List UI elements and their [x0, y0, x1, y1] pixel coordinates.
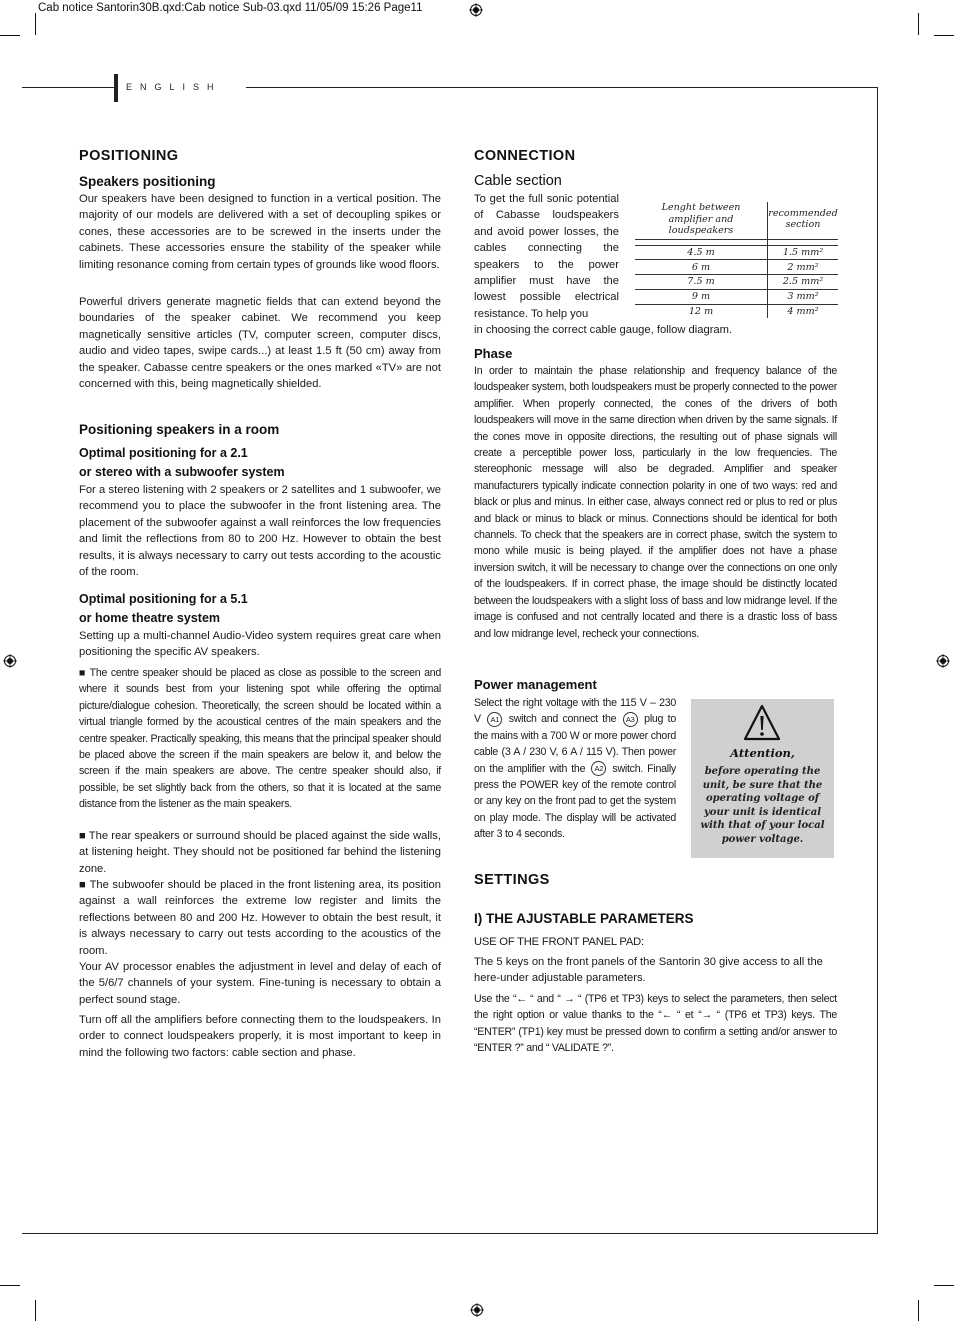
- stereo-paragraph: For a stereo listening with 2 speakers or 2 satellites and 1 subwoofer, we recommend you to place the subwoofer in the front listening area. The placement of the subwoofer against a wall reinforces the low frequencies and limit the reflections from 80 to 200 Hz. However to obtain the best results, it is always necessary to carry out tests according to the acoustic of the room.: [79, 484, 441, 579]
- phase-paragraph: In order to maintain the phase relationship and frequency balance of the loudspeaker system, both loudspeakers must be properly connected to the power amplifier. When properly connected, the cones of the drivers of both loudspeakers will move in the same direction when driven by the same signals. If the cones move in opposite directions, the resulting out of phase signals will create a perceptible power loss, particularly in the low frequencies. The stereophonic message will also be degraded. Amplifier and speaker manufacturers typically indicate connection polarity in one of two ways: red and black or plus and minus. In either case, always connect red or plus to red or plus and black or minus to black or minus. Connections should be identical for both channels. To check that the speakers are in correct phase, switch the system to mono while music is being played. if the amplifier does not have a phase inversion switch, it will be necessary to change over the connections on one only of the loudspeakers. If in correct phase, the image should be distinctly located between the loudspeakers with a slight loss of bass and low midrange level. If the image is confused and not centrally located and there is a drastic loss of bass and low midrange level, recheck your connections.: [474, 365, 837, 640]
- settings-title: SETTINGS: [474, 872, 550, 888]
- speakers-positioning-heading: Speakers positioning: [79, 174, 216, 189]
- theatre-paragraph-4: ■ The subwoofer should be placed in the front listening area, its position against a wall reinforces the extreme low register and limits the reflections between 80 and 200 Hz. However to obtain the best result, it is always necessary to carry out tests according to the acoustics of the room.: [79, 879, 441, 957]
- warning-title: Attention,: [730, 746, 795, 760]
- crop-mark: [934, 1285, 954, 1286]
- theatre-heading-line1: Optimal positioning for a 5.1: [79, 592, 248, 606]
- adjustable-parameters-heading: I) THE AJUSTABLE PARAMETERS: [474, 911, 694, 926]
- section-column-header: recommended section: [768, 202, 839, 239]
- header-rule-left: [22, 87, 114, 88]
- table-row: 6 m 2 mm²: [635, 260, 838, 275]
- phase-heading: Phase: [474, 346, 513, 361]
- table-row: 4.5 m 1.5 mm²: [635, 245, 838, 260]
- a2-badge: A2: [591, 761, 606, 776]
- theatre-paragraph-3: ■ The rear speakers or surround should be placed against the side walls, at listening height. They should not be positioned far behind the listening zone.: [79, 830, 441, 875]
- left-arrow-icon: ←: [516, 993, 527, 1005]
- stereo-heading-line2: or stereo with a subwoofer system: [79, 465, 285, 479]
- print-slug: Cab notice Santorin30B.qxd:Cab notice Sub-03.qxd 11/05/09 15:26 Page11: [38, 2, 423, 14]
- registration-mark-icon: [936, 654, 950, 668]
- language-label: ENGLISH: [126, 82, 222, 92]
- a1-badge: A1: [487, 712, 502, 727]
- registration-mark-icon: [470, 1303, 484, 1317]
- theatre-paragraph-5: Your AV processor enables the adjustment in level and delay of each of the 5/6/7 channels of your system. Fine-tuning is necessary to obtain a perfect sound stage.: [79, 961, 441, 1006]
- connection-title: CONNECTION: [474, 148, 576, 164]
- length-column-header: Lenght between amplifier and loudspeakers: [635, 202, 768, 239]
- frame-right-border: [877, 87, 878, 1233]
- registration-mark-icon: [3, 654, 17, 668]
- a3-badge: A3: [623, 712, 638, 727]
- frame-bottom-border: [22, 1233, 878, 1234]
- theatre-heading-line2: or home theatre system: [79, 611, 221, 625]
- settings-paragraph-1: The 5 keys on the front panels of the Santorin 30 give access to all the here-under adjustable parameters.: [474, 956, 823, 985]
- cable-paragraph-end: in choosing the correct cable gauge, follow diagram.: [474, 324, 733, 336]
- right-arrow-icon: →: [701, 1009, 712, 1022]
- table-header-row: [635, 202, 838, 239]
- cable-section-heading: Cable section: [474, 173, 562, 189]
- header-tab-bar: [114, 74, 118, 102]
- warning-text: before operating the unit, be sure that the operating voltage of your unit is identical with that of your local power voltage.: [700, 766, 825, 845]
- voltage-warning-box: [691, 699, 834, 858]
- crop-mark: [0, 1285, 20, 1286]
- speakers-paragraph-2: Powerful drivers generate magnetic fields that can extend beyond the boundaries of the speaker cabinet. We recommend you keep magnetically sensitive articles (TV, computer screen, computer discs, audio and video tapes, swipe cards...) at least 1.5 ft (50 cm) away from the speaker. Cabasse centre speakers or the ones marked «TV» are not concerned with this, being magnetically shielded.: [79, 296, 441, 391]
- crop-mark: [0, 35, 20, 36]
- crop-mark: [35, 13, 36, 35]
- cable-gauge-table: [635, 202, 838, 318]
- power-paragraph: Select the right voltage with the 115 V – 230 V A1 switch and connect the A3 plug to the mains with a 700 W or more power chord cable (3 A / 230 V, 6 A / 115 V). Then power on the amplifier with the A2 switch. Finally press the POWER key of the remote control or any key on the front pad to get the system on play mode. The display will be activated after 3 to 4 seconds.: [474, 697, 676, 841]
- crop-mark: [934, 35, 954, 36]
- table-row: 9 m 3 mm²: [635, 289, 838, 304]
- crop-mark: [918, 1300, 919, 1321]
- theatre-paragraph-1: Setting up a multi-channel Audio-Video system requires great care when positioning the specific AV speakers.: [79, 630, 441, 659]
- crop-mark: [35, 1300, 36, 1321]
- header-rule-right: [246, 87, 878, 88]
- front-panel-pad-label: USE OF THE FRONT PANEL PAD:: [474, 936, 644, 948]
- theatre-paragraph-2: ■ The centre speaker should be placed as close as possible to the screen and where it sounds best from your listening spot while offering the optimal picture/dialogue cohesion. Theoretically, the screen should be located within a virtual triangle formed by the acoustical centres of the main speakers and the centre speaker. Practically speaking, this means that the principal speaker should be placed above the screen if the main speakers are below it, and below the screen if the main speakers are above. The centre speaker should also, if possible, be set slightly back from the others, so that it is located at the same distance from the listener as the main speakers.: [79, 667, 441, 811]
- power-management-heading: Power management: [474, 677, 597, 692]
- room-positioning-heading: Positioning speakers in a room: [79, 422, 280, 437]
- stereo-heading-line1: Optimal positioning for a 2.1: [79, 446, 248, 460]
- registration-mark-icon: [469, 3, 483, 17]
- speakers-paragraph-1: Our speakers have been designed to function in a vertical position. The majority of our models are delivered with a set of decoupling spikes or cones, these accessories are to be screwed in the inserts under the cabinets. These accessories ensure the stability of the speaker while limiting resonance coming from certain types of grounds like wood floors.: [79, 193, 441, 271]
- right-arrow-icon: →: [564, 993, 575, 1005]
- table-row: 7.5 m 2.5 mm²: [635, 275, 838, 290]
- theatre-paragraph-6: Turn off all the amplifiers before connecting them to the loudspeakers. In order to connect loudspeakers properly, it is most important to keep in mind the following two factors: cable section and phase.: [79, 1014, 441, 1059]
- crop-mark: [918, 13, 919, 35]
- settings-paragraph-2: Use the “← “ and “ → “ (TP6 et TP3) keys to select the parameters, then select the right option or value thanks to the “← “ et “→ “ (TP6 et TP3) keys. The “ENTER” (TP1) key must be pressed down to confirm a setting and/or answer to “ENTER ?” and “ VALIDATE ?”.: [474, 993, 837, 1055]
- table-row: 12 m 4 mm²: [635, 304, 838, 318]
- warning-triangle-icon: [742, 703, 782, 743]
- cable-paragraph: To get the full sonic potential of Cabasse loudspeakers and avoid power losses, the cables connecting the speakers to the power amplifier must have the lowest possible electrical resistance. To help you: [474, 193, 619, 320]
- left-arrow-icon: ←: [661, 1009, 673, 1022]
- positioning-title: POSITIONING: [79, 148, 179, 164]
